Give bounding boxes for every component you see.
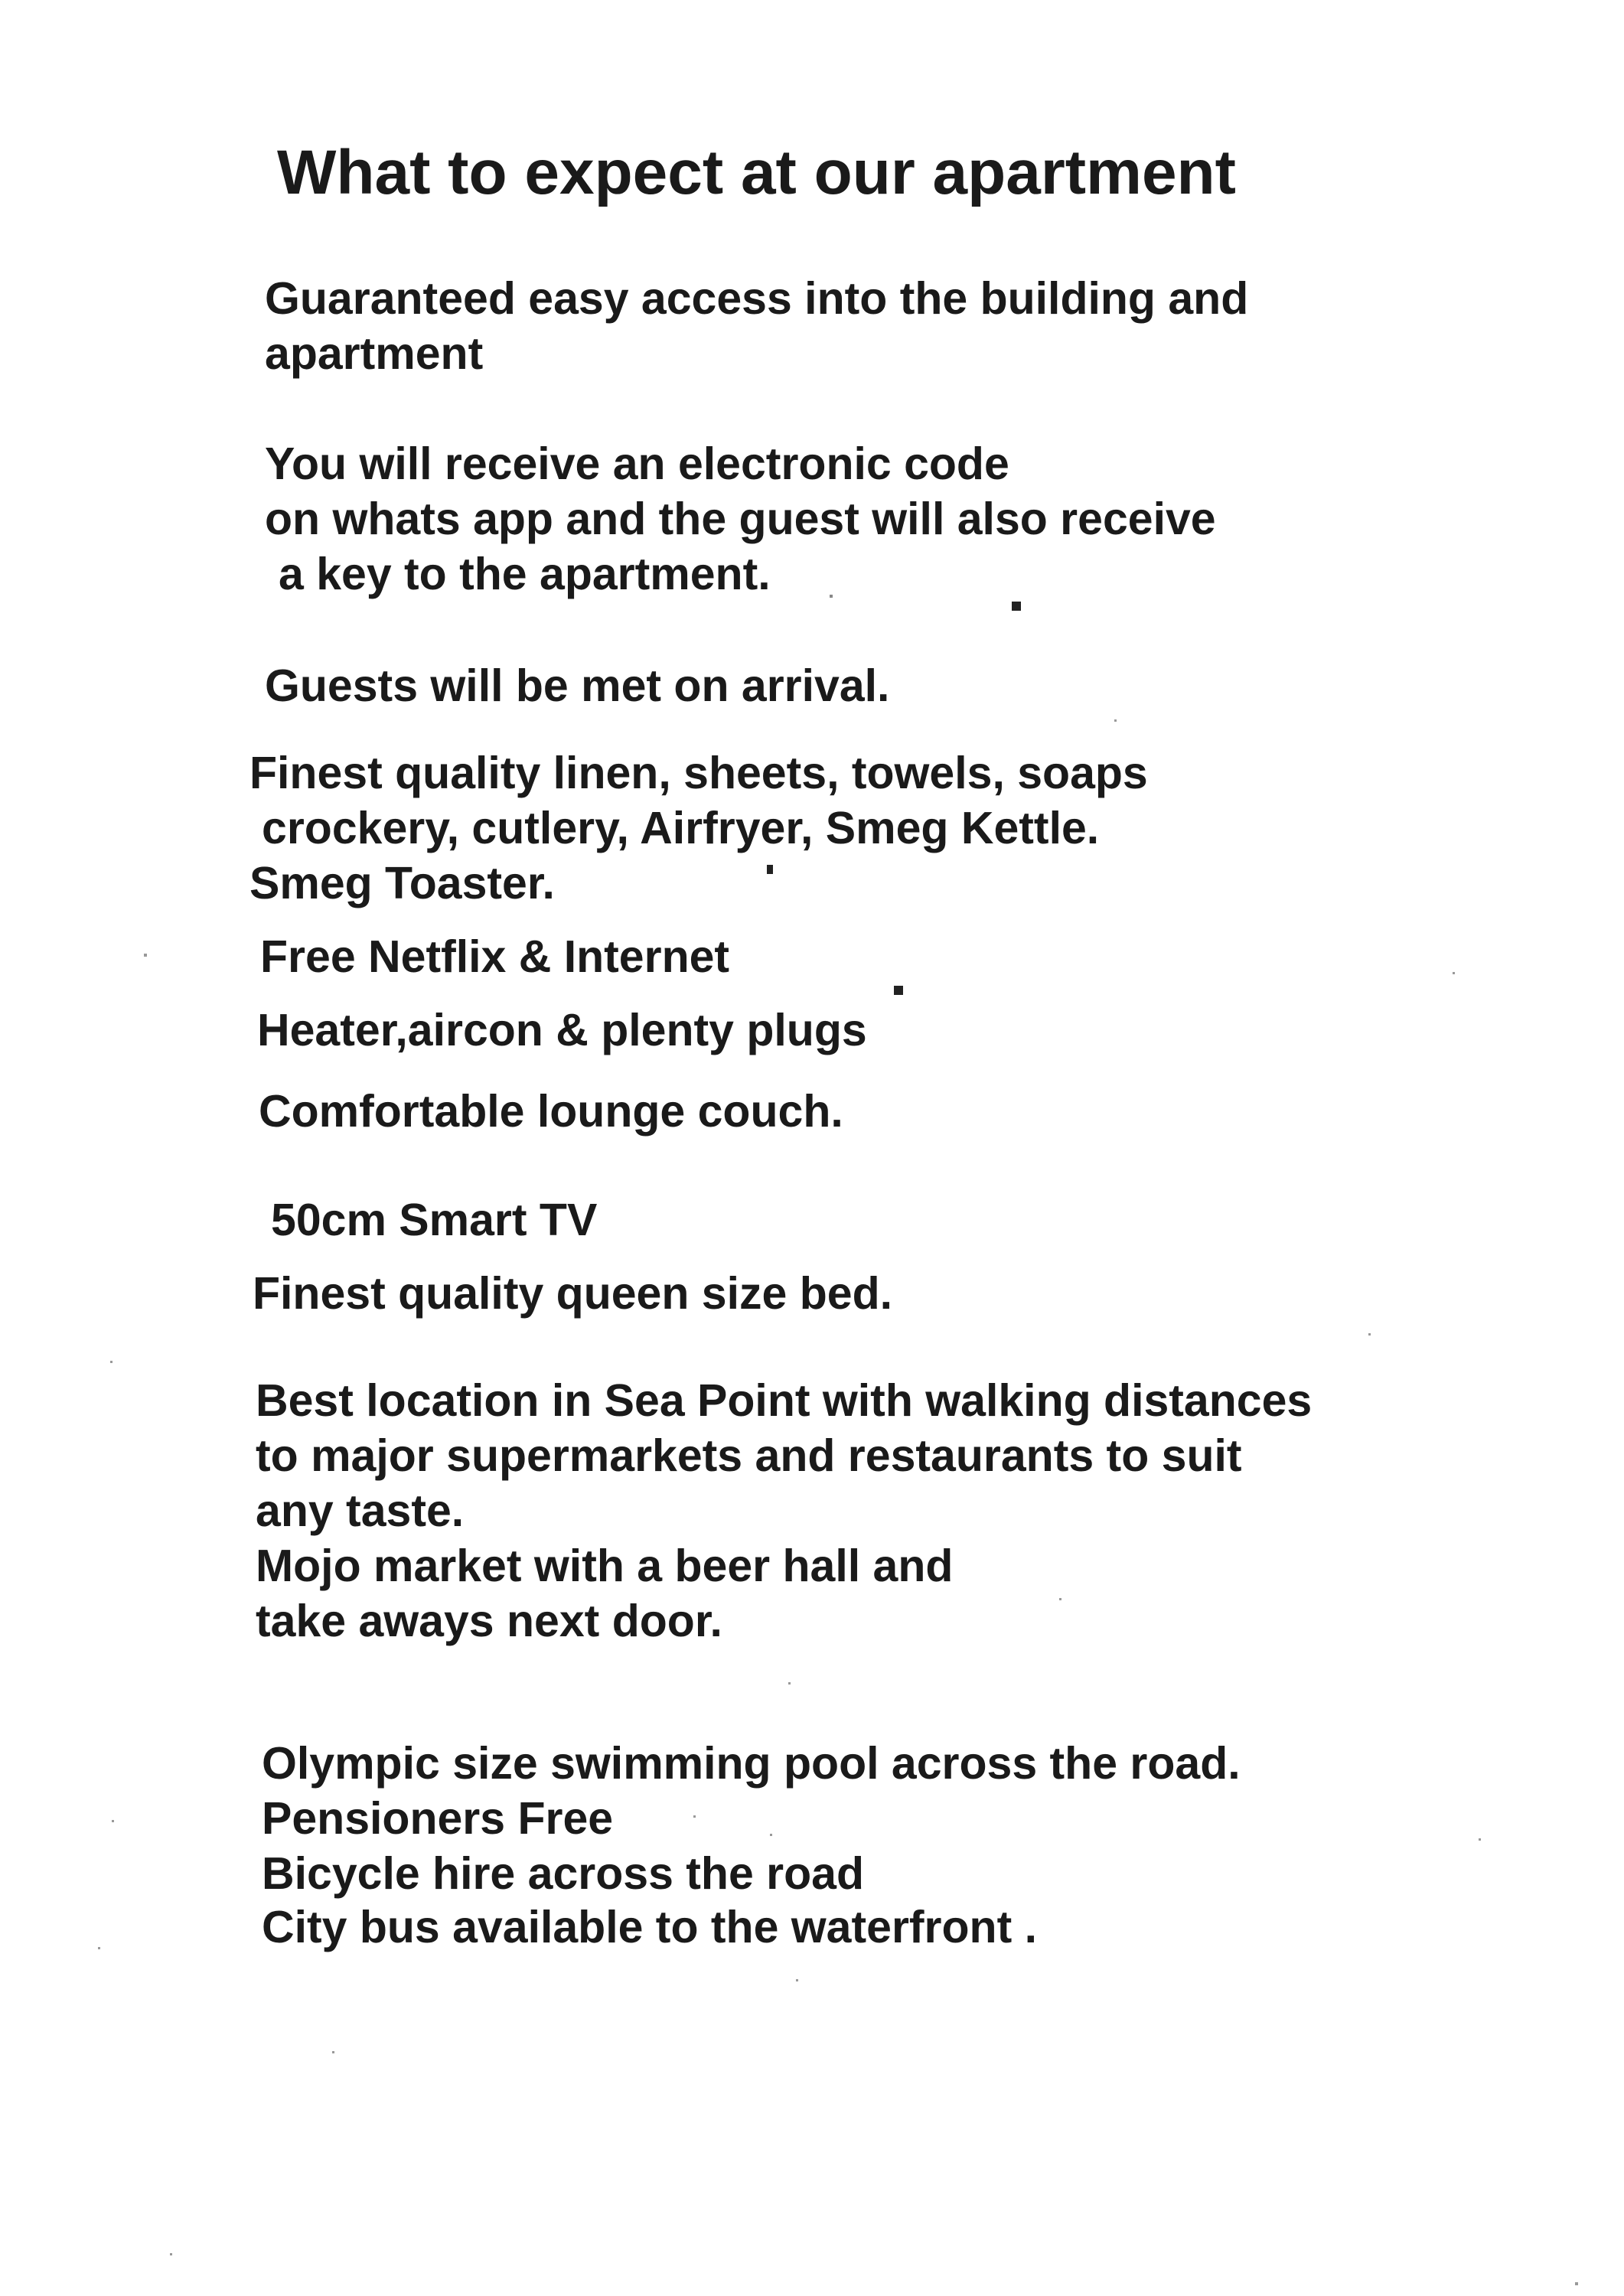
scan-speck: [144, 954, 147, 957]
text-line-bicycle: Bicycle hire across the road: [262, 1848, 865, 1899]
scan-speck: [1453, 972, 1455, 974]
scan-speck: [767, 865, 773, 874]
scan-speck: [112, 1820, 114, 1822]
text-line-whatsapp: on whats app and the guest will also receive: [265, 494, 1216, 544]
text-line-guests-met: Guests will be met on arrival.: [265, 660, 890, 711]
text-line-linen: Finest quality linen, sheets, towels, soaps: [249, 748, 1148, 798]
text-line-bed: Finest quality queen size bed.: [253, 1268, 892, 1319]
scan-speck: [796, 1979, 798, 1981]
text-line-smart-tv: 50cm Smart TV: [271, 1195, 598, 1245]
scan-speck: [1012, 602, 1021, 611]
scan-speck: [830, 595, 833, 598]
scan-speck: [788, 1682, 791, 1684]
scan-speck: [894, 986, 903, 995]
text-line-supermarkets: to major supermarkets and restaurants to suit: [256, 1430, 1242, 1481]
scan-speck: [332, 2051, 334, 2053]
text-line-couch: Comfortable lounge couch.: [259, 1086, 843, 1137]
text-line-pensioners: Pensioners Free: [262, 1793, 614, 1844]
text-line-city-bus: City bus available to the waterfront .: [262, 1902, 1038, 1952]
scan-speck: [693, 1815, 696, 1818]
scan-speck: [98, 1947, 100, 1949]
scan-speck: [110, 1361, 113, 1363]
scan-speck: [1368, 1333, 1371, 1336]
text-line-crockery: crockery, cutlery, Airfryer, Smeg Kettle.: [262, 803, 1100, 853]
scan-speck: [1114, 719, 1117, 722]
text-line-electronic-code: You will receive an electronic code: [265, 439, 1009, 489]
text-line-location: Best location in Sea Point with walking distances: [256, 1375, 1313, 1426]
text-line-mojo-market: Mojo market with a beer hall and: [256, 1541, 954, 1591]
scan-speck: [170, 2253, 172, 2255]
text-line-any-taste: any taste.: [256, 1486, 465, 1536]
scan-speck: [770, 1834, 772, 1836]
text-line-key: a key to the apartment.: [279, 549, 771, 599]
page-title: What to expect at our apartment: [277, 138, 1236, 207]
scan-speck: [1575, 2282, 1578, 2285]
text-line-apartment: apartment: [265, 328, 484, 379]
text-line-take-aways: take aways next door.: [256, 1596, 722, 1646]
text-line-toaster: Smeg Toaster.: [249, 858, 555, 908]
scan-speck: [1479, 1838, 1481, 1841]
text-line-access: Guaranteed easy access into the building and: [265, 273, 1249, 324]
text-line-pool: Olympic size swimming pool across the road.: [262, 1738, 1241, 1789]
text-line-heater: Heater,aircon & plenty plugs: [257, 1005, 867, 1055]
scan-speck: [1059, 1598, 1061, 1600]
text-line-netflix: Free Netflix & Internet: [260, 931, 730, 982]
